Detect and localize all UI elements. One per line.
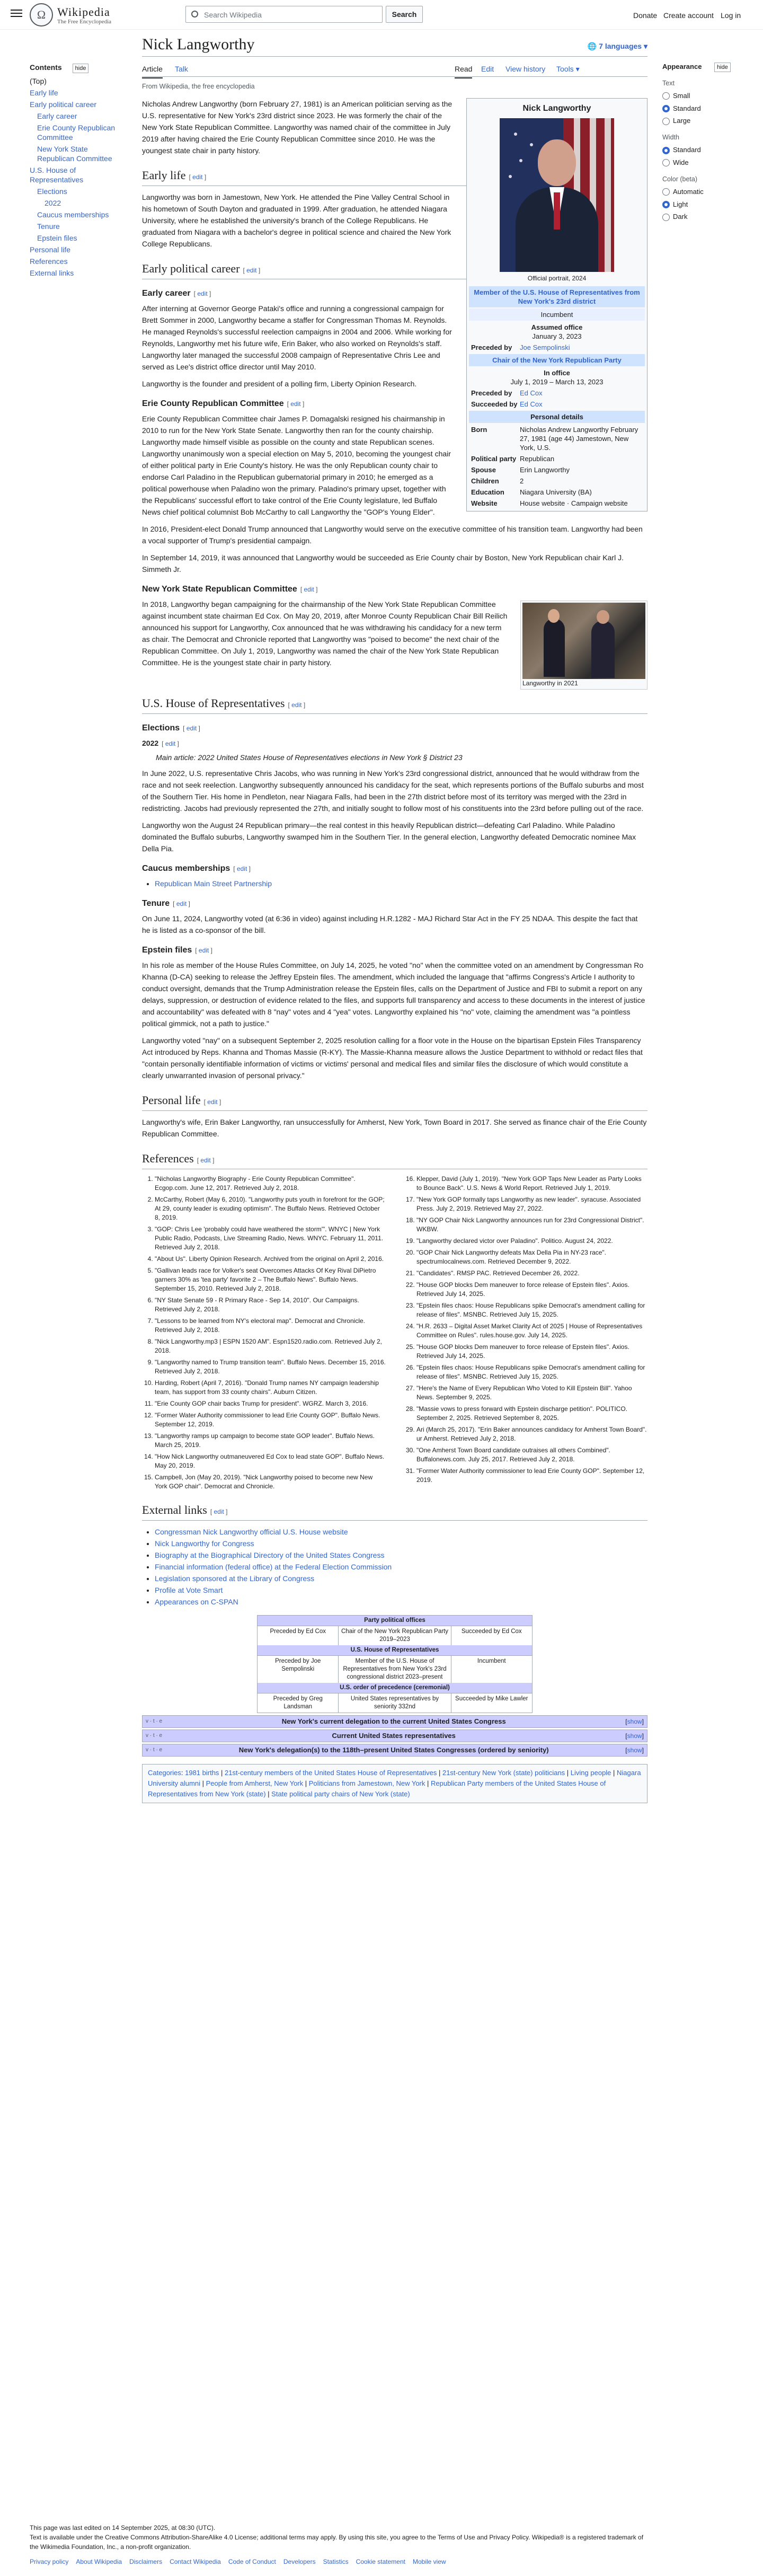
category-link[interactable]: 1981 births — [185, 1769, 219, 1777]
reference-item: 30. "One Amherst Town Board candidate outraises all others Combined". Buffalonews.com. July 25, 2017. Retrieved July 2, 2018. — [416, 1446, 647, 1464]
assumed-date: January 3, 2023 — [532, 332, 582, 340]
caucus-list — [155, 878, 647, 889]
contents-heading — [30, 61, 125, 73]
office-cell[interactable]: Member of the U.S. House of Representatives from New York's 23rd congressional district 2023–present — [338, 1656, 451, 1683]
toc-item[interactable]: Early political career — [30, 100, 97, 109]
succession-row — [258, 1626, 532, 1645]
reference-item: 25. "House GOP blocks Dem maneuver to force release of Epstein files". Axios. Retrieved July 14, 2025. — [416, 1343, 647, 1361]
category-link[interactable]: Republican Party members of the United States House of Representatives from New York (state) — [148, 1779, 606, 1798]
reference-item: 10. Harding, Robert (April 7, 2016). "Donald Trump names NY campaign leadership team, has support from 33 county chairs". Auburn Citizen. — [155, 1379, 386, 1397]
preceded-row — [469, 342, 645, 353]
heading-text: 2022 — [142, 739, 159, 747]
contents-label: Contents — [30, 63, 62, 72]
option-label: Light — [673, 200, 688, 208]
row-key: Born — [471, 426, 487, 434]
text-size-label: Text — [662, 79, 675, 87]
option-label: Small — [673, 91, 690, 100]
toc-item[interactable]: Erie County Republican Committee — [37, 123, 116, 142]
option-label: Dark — [673, 213, 688, 221]
appearance-panel — [662, 61, 752, 224]
category-link[interactable]: Politicians from Jamestown, New York — [308, 1779, 425, 1787]
section-2022 — [142, 737, 647, 749]
category-link[interactable]: Living people — [570, 1769, 611, 1777]
list-item — [155, 1561, 647, 1573]
row-key: Succeeded by — [471, 400, 518, 408]
reference-item: 23. "Epstein files chaos: House Republicans spike Democrat's amendment calling for release of files". MSNBC. Retrieved July 15, 2025. — [416, 1301, 647, 1319]
external-link[interactable]: Appearances on C-SPAN — [155, 1598, 238, 1606]
infobox-details — [469, 424, 645, 509]
caucus-link[interactable]: Republican Main Street Partnership — [155, 879, 272, 888]
reference-item: 8. "Nick Langworthy.mp3 | ESPN 1520 AM". Espn1520.radio.com. Retrieved July 2, 2018. — [155, 1337, 386, 1355]
edit-section-link[interactable]: [ edit ] — [189, 173, 207, 181]
office-cell[interactable]: Chair of the New York Republican Party 2019–2023 — [338, 1626, 451, 1645]
edit-label[interactable]: edit — [200, 1157, 211, 1164]
tagline: The Free Encyclopedia — [57, 19, 112, 25]
infobox — [466, 98, 647, 511]
row-key: Education — [471, 488, 504, 496]
menu-icon[interactable] — [11, 7, 22, 17]
create-account-link[interactable]: Create account — [663, 11, 714, 20]
navbox-vte[interactable]: v · t · e — [146, 1747, 163, 1753]
toc-item[interactable]: Personal life — [30, 245, 71, 254]
license-text: Text is available under the Creative Commons Attribution-ShareAlike 4.0 License; additional terms may apply. By using this site, you agree to the Terms of Use and Privacy Policy. Wikipedia® is a registered trademark of the Wikimedia Foundation, Inc., a non-profit organization. — [30, 2534, 644, 2551]
row-key: Website — [471, 499, 498, 507]
edit-section-link[interactable]: [ edit ] — [183, 725, 200, 732]
thumbnail-caption: Langworthy in 2021 — [522, 680, 578, 687]
category-link[interactable]: 21st-century members of the United States House of Representatives — [225, 1769, 437, 1777]
infobox-title: Nick Langworthy — [522, 104, 591, 113]
footer-link[interactable]: Contact Wikipedia — [170, 2558, 221, 2565]
category-link[interactable]: People from Amherst, New York — [206, 1779, 304, 1787]
radio-selected-icon — [662, 201, 670, 208]
footer-link[interactable]: Developers — [283, 2558, 316, 2565]
infobox-row — [469, 424, 645, 453]
edit-section-link[interactable]: [ edit ] — [173, 900, 190, 907]
succession-heading: Party political offices — [258, 1616, 532, 1626]
article-main — [142, 34, 647, 1803]
successor-link[interactable]: Ed Cox — [520, 400, 543, 408]
wikipedia-logo[interactable]: Ω — [30, 3, 53, 27]
erie-paragraph: In 2016, President-elect Donald Trump announced that Langworthy would serve on the executive committee of his transition team. Langworthy had been a vocal supporter of Trump's presidential campaign. — [142, 525, 643, 545]
early-life-paragraph: Langworthy was born in Jamestown, New York. He attended the Pine Valley Central School in his hometown of South Dayton and graduated in 1999. After graduation, he attended Niagara University, where he established the university's branch of the College Republicans. He graduated from Niagara with a bachelor's degree in political science and chaired the New York College Republicans. — [142, 193, 451, 248]
edit-section-link[interactable]: [ edit ] — [193, 290, 211, 297]
portrait-face — [538, 139, 576, 186]
from-wikipedia: From Wikipedia, the free encyclopedia — [142, 83, 255, 90]
radio-icon — [662, 92, 670, 100]
edit-label[interactable]: edit — [192, 173, 203, 181]
toc-item[interactable]: Elections — [37, 187, 67, 196]
succession-heading: U.S. House of Representatives — [258, 1645, 532, 1655]
heading-text: Caucus memberships — [142, 864, 230, 873]
row-key: Children — [471, 477, 499, 485]
row-key: Spouse — [471, 466, 496, 474]
radio-selected-icon — [662, 105, 670, 112]
reference-item: 21. "Candidates". RMSP PAC. Retrieved December 26, 2022. — [416, 1269, 647, 1278]
reference-item: 20. "GOP Chair Nick Langworthy defeats Max Della Pia in NY-23 race". spectrumlocalnews.com. Retrieved December 9, 2022. — [416, 1248, 647, 1266]
edit-section-link[interactable]: [ edit ] — [300, 586, 318, 593]
navbox-vte[interactable]: v · t · e — [146, 1718, 163, 1724]
edit-label[interactable]: edit — [291, 701, 302, 709]
section-tenure — [142, 898, 647, 910]
incumbent-badge: Incumbent — [469, 308, 645, 321]
color-light-option[interactable] — [662, 199, 752, 210]
navbox-representatives[interactable]: v · t · e Current United States representatives [show] — [142, 1730, 647, 1742]
category-link[interactable]: State political party chairs of New York (state) — [271, 1790, 410, 1798]
edit-label[interactable]: edit — [197, 290, 208, 297]
section-epstein — [142, 945, 647, 956]
office-chair-link[interactable]: Chair of the New York Republican Party — [492, 356, 622, 364]
page-tabs — [142, 59, 647, 77]
categories-label[interactable]: Categories — [148, 1769, 181, 1777]
external-link[interactable]: Nick Langworthy for Congress — [155, 1539, 254, 1548]
toc-hide-button[interactable]: hide — [73, 64, 89, 73]
toc-item[interactable]: U.S. House of Representatives — [30, 166, 84, 184]
in-office — [469, 367, 645, 387]
section-house — [142, 695, 647, 714]
succession-heading: U.S. order of precedence (ceremonial) — [258, 1683, 532, 1693]
width-label: Width — [662, 134, 679, 142]
succeeded-cell: Incumbent — [477, 1658, 506, 1664]
edit-label[interactable]: edit — [290, 400, 301, 408]
row-value: Nicholas Andrew Langworthy February 27, 1981 (age 44) Jamestown, New York, U.S. — [520, 426, 638, 452]
navbox-show-button[interactable]: show — [627, 1746, 642, 1754]
edit-section-link[interactable]: [ edit ] — [210, 1508, 228, 1515]
edit-section-link[interactable]: [ edit ] — [203, 1098, 221, 1106]
footer-link[interactable]: Statistics — [323, 2558, 349, 2565]
edit-label[interactable]: edit — [186, 725, 197, 732]
row-key: Preceded by — [471, 389, 512, 397]
assumed-office — [469, 322, 645, 342]
edit-section-link[interactable]: [ edit ] — [162, 740, 179, 747]
toc-item[interactable]: External links — [30, 269, 74, 278]
office-cell[interactable]: United States representatives by seniority 332nd — [338, 1693, 451, 1713]
row-value: Republican — [520, 455, 555, 463]
succession-row — [258, 1693, 532, 1713]
in-office-dates: July 1, 2019 – March 13, 2023 — [510, 378, 604, 386]
heading-text: Personal life — [142, 1093, 201, 1107]
reference-item: 15. Campbell, Jon (May 20, 2019). "Nick Langworthy poised to become new New York GOP chair". Democrat and Chronicle. — [155, 1473, 386, 1491]
epstein-paragraph: In his role as member of the House Rules Committee, on July 14, 2025, he voted "no" when the committee voted on an amendment by Congressman Ro Khanna (D-CA) seeking to release the Jeffrey Epstein files. The amendment, which included the language that "affirms Congress's Article I authority to conduct oversight, demands that the Trump Administration release the Epstein files, calls on the Department of Justice and FBI to submit a report on any delays, suppression, or destruction of evidence related to the files, and supports full transparency and access to these documents in the interest of justice and accountability" was defeated with 8 "nay" votes and 4 "yea" votes. Langworthy explained his "no" vote, claiming the amendment was "a pointless political gimmick, not a path to justice." — [142, 961, 645, 1028]
elections-paragraph: In June 2022, U.S. representative Chris Jacobs, who was running in New York's 23rd congressional district, announced that he would withdraw from the race and not seek reelection. Langworthy subsequently announced his candidacy for the seat, which represents portions of the Buffalo suburbs and most of the Southern Tier. His home in Pendleton, near Niagara Falls, had been in the 27th district before most of its territory was merged with the 23rd in redistricting. Jacobs had previously represented the 27th, and initially sought to follow most of his constituents into the 23rd before pulling out of the race. — [142, 769, 644, 813]
row-value: 2 — [520, 477, 524, 485]
official-portrait[interactable] — [500, 118, 614, 272]
preceded-cell[interactable]: Preceded by Ed Cox — [270, 1628, 326, 1635]
toc-item[interactable]: Tenure — [37, 222, 60, 231]
option-label: Standard — [673, 146, 701, 154]
heading-text: Erie County Republican Committee — [142, 399, 284, 408]
row-key: Political party — [471, 455, 517, 463]
toc-item[interactable]: 2022 — [45, 199, 61, 208]
navbox-show-button[interactable]: show — [627, 1732, 642, 1740]
toc-item[interactable]: Early life — [30, 89, 58, 98]
last-edited: This page was last edited on 14 September 2025, at 08:30 (UTC). — [30, 2524, 216, 2531]
reference-item: 27. "Here's the Name of Every Republican Who Voted to Kill Epstein Bill". Yahoo News. September 9, 2025. — [416, 1384, 647, 1402]
color-dark-option[interactable] — [662, 211, 752, 223]
heading-text: Epstein files — [142, 946, 192, 955]
tab-talk[interactable]: Talk — [175, 65, 188, 73]
office-heading-chair — [469, 354, 645, 366]
list-item — [155, 878, 647, 889]
option-label: Wide — [673, 158, 689, 166]
languages-button[interactable]: 🌐 7 languages ▾ — [587, 42, 647, 50]
edit-label[interactable]: edit — [207, 1098, 218, 1106]
succession-box — [257, 1615, 533, 1713]
option-label: Large — [673, 117, 691, 125]
tab-article[interactable]: Article — [142, 63, 163, 78]
infobox-row — [469, 464, 645, 475]
text-large-option[interactable] — [662, 116, 752, 127]
search-placeholder: Search Wikipedia — [204, 11, 262, 19]
tab-view-history[interactable]: View history — [505, 65, 546, 73]
edit-section-link[interactable]: [ edit ] — [243, 267, 261, 274]
list-item — [155, 1549, 647, 1561]
navbox-title[interactable]: New York's current delegation to the current United States Congress — [281, 1717, 506, 1725]
footer-link[interactable]: About Wikipedia — [76, 2558, 122, 2565]
page-title: Nick Langworthy — [142, 34, 647, 57]
external-link[interactable]: Congressman Nick Langworthy official U.S. House website — [155, 1528, 348, 1536]
edit-label[interactable]: edit — [214, 1508, 224, 1515]
login-link[interactable]: Log in — [721, 11, 741, 20]
section-references — [142, 1150, 647, 1169]
tools-label: Tools — [556, 65, 574, 73]
reference-item: 22. "House GOP blocks Dem maneuver to force release of Epstein files". Axios. Retrieved July 14, 2025. — [416, 1281, 647, 1299]
preceded-cell[interactable]: Preceded by Greg Landsman — [273, 1696, 323, 1710]
navbox-delegation[interactable]: v · t · e New York's current delegation to the current United States Congress [show] — [142, 1715, 647, 1728]
reference-item: 31. "Former Water Authority commissioner to lead Erie County GOP". September 12, 2019. — [416, 1467, 647, 1485]
navbox-delegations-118[interactable]: v · t · e New York's delegation(s) to the 118th–present United States Congresses (ordered by seniority) [show] — [142, 1744, 647, 1757]
reference-item: 3. "GOP: Chris Lee 'probably could have weathered the storm'". WNYC | New York Public Radio, Podcasts, Live Streaming Radio, News. WNYC. February 11, 2011. Retrieved July 2, 2018. — [155, 1225, 386, 1252]
appearance-title-text: Appearance — [662, 63, 702, 70]
reference-item: 2. McCarthy, Robert (May 6, 2010). "Langworthy puts youth in forefront for the GOP; At 29, county leader is exuding optimism". The Buffalo News. Retrieved October 8, 2019. — [155, 1195, 386, 1222]
footer-link[interactable]: Privacy policy — [30, 2558, 69, 2565]
succeeded-row — [469, 399, 645, 410]
edit-section-link[interactable]: [ edit ] — [233, 865, 251, 872]
article-body — [142, 98, 647, 1803]
edit-section-link[interactable]: [ edit ] — [197, 1157, 215, 1164]
external-link[interactable]: Legislation sponsored at the Library of Congress — [155, 1574, 315, 1583]
edit-label[interactable]: edit — [165, 740, 176, 747]
preceded-row — [469, 387, 645, 399]
succession-row — [258, 1655, 532, 1683]
section-nys-committee — [142, 584, 647, 595]
tab-edit[interactable]: Edit — [481, 65, 494, 73]
toc-item[interactable]: New York State Republican Committee — [37, 145, 112, 163]
radio-selected-icon — [662, 147, 670, 154]
heading-text: Elections — [142, 724, 180, 733]
edit-label[interactable]: edit — [236, 865, 247, 872]
heading-text: External links — [142, 1503, 207, 1516]
photo-thumbnail[interactable] — [520, 601, 647, 690]
infobox-row — [469, 487, 645, 498]
row-key: Preceded by — [471, 343, 512, 351]
search-icon — [191, 11, 198, 17]
footer-links — [30, 2557, 644, 2566]
tab-tools[interactable]: Tools ▾ — [556, 65, 580, 73]
text-small-option[interactable] — [662, 91, 752, 102]
category-link[interactable]: Niagara University alumni — [148, 1769, 641, 1787]
option-label: Automatic — [673, 187, 704, 196]
heading-text: Early life — [142, 169, 186, 182]
portrait-caption: Official portrait, 2024 — [527, 275, 587, 282]
toc-item[interactable]: Caucus memberships — [37, 210, 109, 219]
infobox-row — [469, 498, 645, 509]
external-link[interactable]: Biography at the Biographical Directory of the United States Congress — [155, 1551, 385, 1559]
donate-link[interactable]: Donate — [633, 11, 658, 20]
edit-label[interactable]: edit — [304, 586, 314, 593]
option-label: Standard — [673, 104, 701, 112]
radio-icon — [662, 159, 670, 166]
radio-icon — [662, 118, 670, 125]
assumed-label: Assumed office — [531, 323, 583, 331]
color-automatic-option[interactable] — [662, 187, 752, 198]
heading-text: U.S. House of Representatives — [142, 696, 285, 710]
personal-life-paragraph: Langworthy's wife, Erin Baker Langworthy, ran unsuccessfully for Amherst, New York, Town Board in 2017. She served as finance chair of the Erie County Republican Committee. — [142, 1118, 647, 1138]
reference-item: 19. "Langworthy declared victor over Paladino". Politico. August 24, 2022. — [416, 1237, 647, 1246]
portrait-tie — [554, 192, 560, 230]
edit-label[interactable]: edit — [176, 900, 187, 907]
list-item — [155, 1538, 647, 1549]
heading-text: New York State Republican Committee — [142, 585, 297, 594]
office-heading-house — [469, 286, 645, 307]
edit-section-link[interactable]: [ edit ] — [195, 947, 212, 954]
row-value: Erin Langworthy — [520, 466, 570, 474]
early-career-paragraph: Langworthy is the founder and president of a polling firm, Liberty Opinion Research. — [142, 380, 417, 388]
external-link[interactable]: Profile at Vote Smart — [155, 1586, 223, 1594]
reference-item: 29. Ari (March 25, 2017). "Erin Baker announces candidacy for Amherst Town Board". ur Amherst. Retrieved July 2, 2018. — [416, 1425, 647, 1443]
reference-item: 24. "H.R. 2633 – Digital Asset Market Clarity Act of 2025 | House of Representatives Committee on Rules". rules.house.gov. July 14, 2025. — [416, 1322, 647, 1340]
page-footer — [30, 2523, 644, 2566]
edit-label[interactable]: edit — [246, 267, 257, 274]
reference-item: 16. Klepper, David (July 1, 2019). "New York GOP Taps New Leader as Party Looks to Bounce Back". U.S. News & World Report. Retrieved July 1, 2019. — [416, 1175, 647, 1193]
reference-item: 18. "NY GOP Chair Nick Langworthy announces run for 23rd Congressional District". WKBW. — [416, 1216, 647, 1234]
toc-list — [30, 76, 125, 278]
row-value: Niagara University (BA) — [520, 488, 592, 496]
heading-text: Tenure — [142, 899, 170, 908]
succeeded-cell[interactable]: Succeeded by Mike Lawler — [455, 1696, 528, 1702]
toc-item[interactable]: References — [30, 257, 68, 266]
section-external-links — [142, 1502, 647, 1521]
predecessor-link[interactable]: Ed Cox — [520, 389, 543, 397]
reference-item: 12. "Former Water Authority commissioner to lead Erie County GOP". Buffalo News. September 12, 2019. — [155, 1411, 386, 1429]
width-wide-option[interactable] — [662, 157, 752, 169]
personal-details-heading: Personal details — [469, 411, 645, 423]
preceded-cell[interactable]: Preceded by Joe Sempolinski — [275, 1658, 321, 1672]
lead-paragraph: Nicholas Andrew Langworthy (born February 27, 1981) is an American politician serving as the U.S. representative for New York's 23rd district since 2023. He was formerly the chair of the New York State Republican Committee. Langworthy was named chair of the committee in July 2019 after having chaired the Erie County Republican Committee since 2010. He was the youngest state chair in party history. — [142, 100, 453, 155]
text-standard-option[interactable] — [662, 103, 752, 114]
navbox-vte[interactable]: v · t · e — [146, 1733, 163, 1739]
infobox-row — [469, 453, 645, 464]
reference-item: 13. "Langworthy ramps up campaign to become state GOP leader". Buffalo News. March 25, 2019. — [155, 1432, 386, 1450]
toc-item[interactable]: Early career — [37, 112, 77, 121]
infobox-row — [469, 475, 645, 487]
toc-item[interactable]: (Top) — [30, 77, 47, 86]
navbox-show-button[interactable]: show — [627, 1718, 642, 1725]
nys-paragraph: In 2018, Langworthy began campaigning for the chairmanship of the New York State Republican Committee against incumbent state chairman Ed Cox. On May 20, 2019, after Monroe County Republican Chair Bill Reilich announced his support for Langworthy, Cox announced that he was withdrawing his candidacy for a new term as chair. The Democrat and Chronicle reported that Langworthy was "poised to become" the next chair of the Republican Committee. On July 1, 2019, Langworthy was named the chair of the New York State Republican Committee. He is the youngest state chair in party history. — [142, 600, 508, 667]
reference-item: 1. "Nicholas Langworthy Biography - Erie County Republican Committee". Ecgop.com. June 12, 2017. Retrieved July 2, 2018. — [155, 1175, 386, 1193]
categories-box: Categories: 1981 births | 21st-century members of the United States House of Representatives | 21st-century New York (state) politicians | Living people | Niagara University alumni | People from Amherst, New York | Politicians from Jamestown, New York | Republican Party members of the United States House of Representatives from New York (state) | State political party chairs of New York (state) — [142, 1764, 647, 1803]
search-input[interactable] — [185, 6, 383, 23]
languages-label: 7 languages — [599, 42, 642, 50]
site-header — [0, 0, 763, 30]
erie-paragraph: Erie County Republican Committee chair James P. Domagalski resigned his chairmanship in 2010 to run for the New York State Senate. Langworthy then ran for the county chairship. Langworthy made himself visible as possible on the county and state Republican scenes. Langworthy unanimously won a special election on May 5, 2010, becoming the youngest chair of either political party in Erie County's history. He was the only Republican county chair to endorse Carl Paladino in the Republican gubernatorial primary in 2010; he emerged as a political powerhouse when Paladino won the primary. Paladino's primary upset, together with the Republicans' successful effort to take control of the Erie County legislature, led Buffalo News chief political columnist Bob McCarthy to call Langworthy the "GOP's Young Elder". — [142, 414, 451, 516]
heading-text: Early political career — [142, 262, 240, 275]
external-link[interactable]: Financial information (federal office) at the Federal Election Commission — [155, 1563, 392, 1571]
list-item — [155, 1596, 647, 1608]
section-elections — [142, 722, 647, 734]
in-office-label: In office — [544, 369, 570, 377]
edit-section-link[interactable]: [ edit ] — [288, 701, 306, 709]
succeeded-cell[interactable]: Succeeded by Ed Cox — [461, 1628, 522, 1635]
elections-paragraph: Langworthy won the August 24 Republican primary—the real contest in this heavily Republican district—defeating Carl Paladino. While Paladino dominated the Buffalo suburbs, Langworthy swamped him in the Southern Tier. In the general election, Langworthy defeated Democratic nominee Max Della Pia. — [142, 821, 636, 853]
row-value: House website · Campaign website — [520, 499, 628, 507]
appearance-title — [662, 61, 752, 73]
tenure-paragraph: On June 11, 2024, Langworthy voted (at 6:36 in video) against including H.R.1282 - MAJ Richard Star Act in the FY 25 NDAA. This despite the fact that he is listed as a co-sponsor of the bill. — [142, 914, 638, 934]
reference-item: 7. "Lessons to be learned from NY's electoral map". Democrat and Chronicle. Retrieved July 2, 2018. — [155, 1317, 386, 1335]
reference-item: 5. "Gallivan leads race for Volker's seat Overcomes Attacks Of Key Rival DiPietro garners 30% as 'tea party' favorite 2 – The Buffalo News". Buffalo News. September 15, 2010. Retrieved July 2, 2018. — [155, 1266, 386, 1293]
heading-text: Early career — [142, 289, 191, 298]
list-item — [155, 1526, 647, 1538]
edit-section-link[interactable]: [ edit ] — [287, 400, 305, 408]
list-item — [155, 1573, 647, 1584]
predecessor-link[interactable]: Joe Sempolinski — [520, 343, 570, 351]
section-personal-life — [142, 1092, 647, 1111]
wordmark[interactable] — [57, 6, 111, 25]
search-button[interactable]: Search — [386, 6, 423, 23]
site-name: Wikipedia — [57, 5, 110, 19]
category-link[interactable]: 21st-century New York (state) politicians — [442, 1769, 565, 1777]
list-item — [155, 1584, 647, 1596]
references-list — [142, 1175, 647, 1491]
erie-paragraph: In September 14, 2019, it was announced that Langworthy would be succeeded as Erie County chair by Boston, New York Republican chair Karl J. Simmeth Jr. — [142, 553, 624, 574]
early-career-paragraph: After interning at Governor George Pataki's office and running a congressional campaign for Brett Sommer in 2000, Langworthy became a staffer for Congressman Thomas M. Reynolds. He managed Reynolds's successful reelection campaigns in 2004 and 2006. While working for Reynolds, Langworthy met his future wife, Erin Baker, who also worked on Reynolds's staff. Langworthy later managed the successful 2008 campaign of Representative Chris Lee and served as Lee's district office director until May 2010. — [142, 304, 452, 371]
radio-icon — [662, 188, 670, 196]
radio-icon — [662, 214, 670, 221]
reference-item: 6. "NY State Senate 59 - R Primary Race - Sep 14, 2010". Our Campaigns. Retrieved July 2, 2018. — [155, 1296, 386, 1314]
table-of-contents — [30, 61, 125, 280]
footer-link[interactable]: Mobile view — [412, 2558, 446, 2565]
width-standard-option[interactable] — [662, 145, 752, 156]
color-label: Color (beta) — [662, 175, 697, 183]
appearance-hide-button[interactable]: hide — [714, 63, 731, 72]
edit-label[interactable]: edit — [198, 947, 209, 954]
navbox-title[interactable]: Current United States representatives — [332, 1732, 456, 1740]
footer-link[interactable]: Code of Conduct — [228, 2558, 276, 2565]
epstein-paragraph: Langworthy voted "nay" on a subsequent September 2, 2025 resolution calling for a floor vote in the House on the bipartisan Epstein Files Transparency Act introduced by Reps. Khanna and Thomas Massie (R-KY). The Massie-Khanna measure allows the Justice Department to withhold or redact files that "contain personally identifiable information of victims or victims' personal and medical files and similar files the disclosure of which would constitute a clearly unwarranted invasion of personal privacy." — [142, 1036, 643, 1080]
main-article-hatnote[interactable]: Main article: 2022 United States House of Representatives elections in New York § District 23 — [156, 753, 463, 762]
tab-read[interactable]: Read — [455, 63, 472, 78]
reference-item: 17. "New York GOP formally taps Langworthy as new leader". syracuse. Associated Press. July 2, 2019. Retrieved May 27, 2022. — [416, 1195, 647, 1213]
footer-link[interactable]: Disclaimers — [129, 2558, 163, 2565]
reference-item: 4. "About Us". Liberty Opinion Research. Archived from the original on April 2, 2016. — [155, 1255, 386, 1264]
reference-item: 26. "Epstein files chaos: House Republicans spike Democrat's amendment calling for release of files". MSNBC. Retrieved July 15, 2025. — [416, 1363, 647, 1381]
section-caucus — [142, 863, 647, 875]
reference-item: 11. "Erie County GOP chair backs Trump for president". WGRZ. March 3, 2016. — [155, 1399, 386, 1408]
external-links-list — [155, 1526, 647, 1608]
toc-item[interactable]: Epstein files — [37, 234, 77, 243]
footer-link[interactable]: Cookie statement — [356, 2558, 405, 2565]
navbox-title[interactable]: New York's delegation(s) to the 118th–present United States Congresses (ordered by seniority) — [238, 1746, 549, 1754]
heading-text: References — [142, 1152, 194, 1165]
reference-item: 9. "Langworthy named to Trump transition team". Buffalo News. December 15, 2016. Retrieved July 2, 2018. — [155, 1358, 386, 1376]
thumbnail-image — [522, 603, 645, 679]
reference-item: 14. "How Nick Langworthy outmaneuvered Ed Cox to lead state GOP". Buffalo News. May 20, 2019. — [155, 1452, 386, 1470]
office-house-link[interactable]: Member of the U.S. House of Representatives from New York's 23rd district — [474, 288, 640, 305]
reference-item: 28. "Massie vows to press forward with Epstein discharge petition". POLITICO. September 2, 2025. Retrieved September 8, 2025. — [416, 1405, 647, 1423]
